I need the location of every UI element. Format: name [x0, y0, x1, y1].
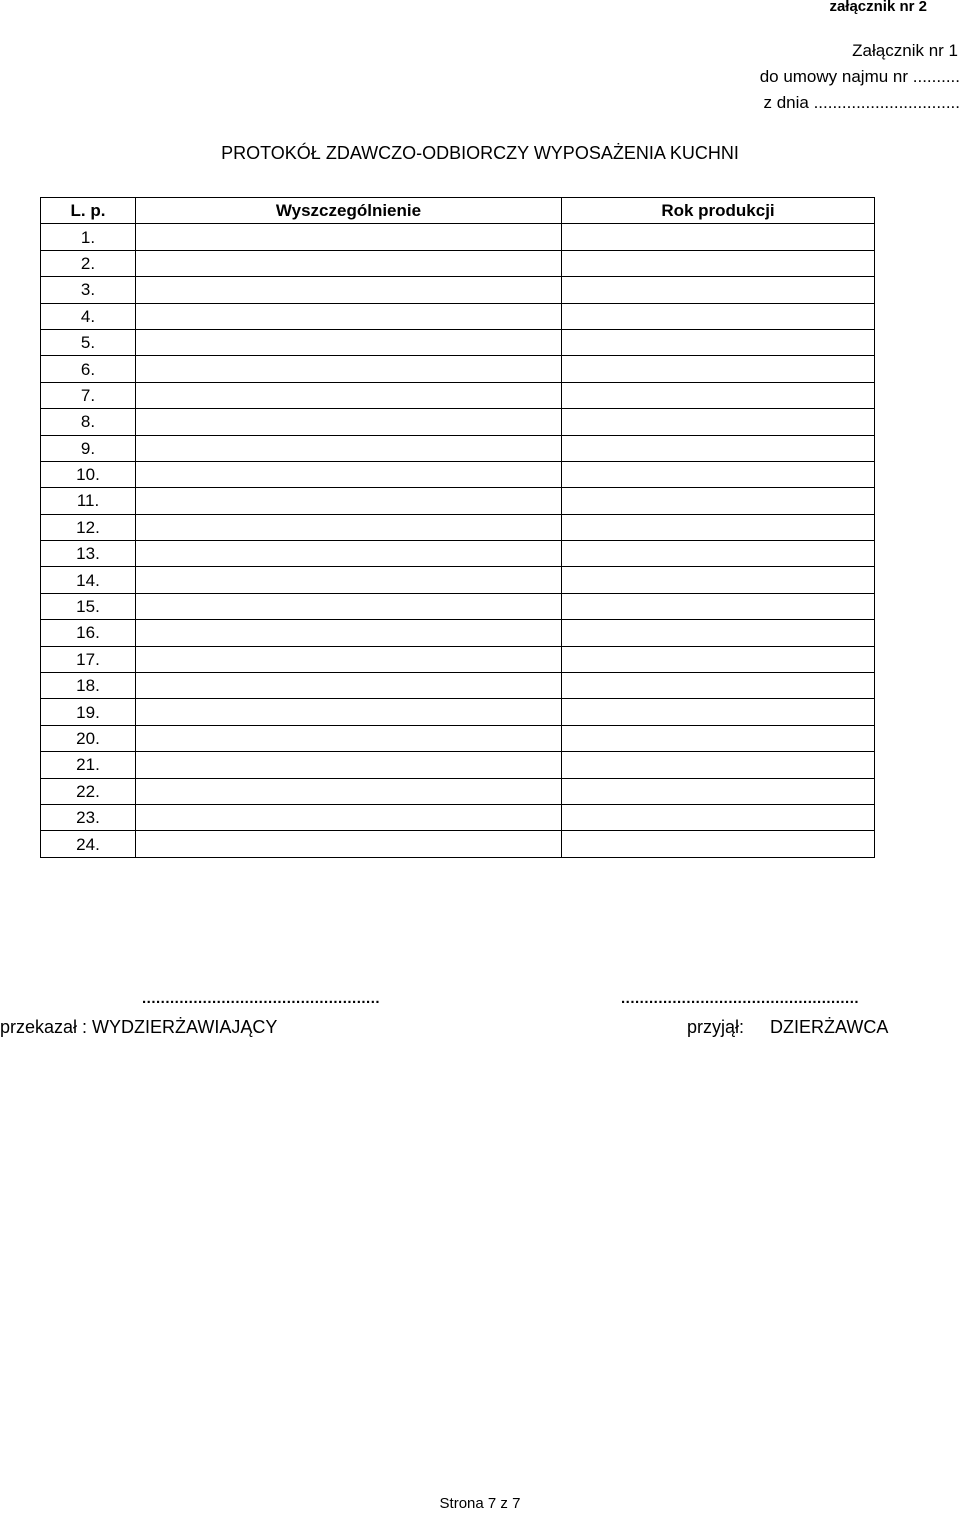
cell-lp: 16. [41, 620, 136, 646]
attachment-tag: załącznik nr 2 [829, 0, 927, 15]
cell-lp: 20. [41, 725, 136, 751]
cell-year[interactable] [562, 831, 875, 857]
table-row [41, 356, 875, 382]
cell-lp: 9. [41, 435, 136, 461]
cell-description[interactable] [136, 250, 562, 276]
table-row [41, 303, 875, 329]
table-row [41, 699, 875, 725]
table-row [41, 567, 875, 593]
equipment-table [40, 197, 875, 858]
receiver-label: przyjął: [687, 1017, 745, 1037]
table-row [41, 488, 875, 514]
cell-year[interactable] [562, 567, 875, 593]
cell-lp: 2. [41, 250, 136, 276]
cell-description[interactable] [136, 620, 562, 646]
table-row [41, 250, 875, 276]
receiver-label-group [687, 1017, 888, 1038]
cell-description[interactable] [136, 303, 562, 329]
table-row [41, 514, 875, 540]
table-row [41, 435, 875, 461]
column-header-year: Rok produkcji [562, 198, 875, 224]
cell-lp: 5. [41, 329, 136, 355]
table-row [41, 541, 875, 567]
table-row [41, 725, 875, 751]
table-row [41, 646, 875, 672]
reference-line-date: z dnia ............................... [763, 93, 960, 112]
table-row [41, 382, 875, 408]
table-header-row [41, 198, 875, 224]
cell-year[interactable] [562, 514, 875, 540]
cell-description[interactable] [136, 725, 562, 751]
cell-lp: 23. [41, 804, 136, 830]
table-body [41, 224, 875, 857]
cell-lp: 13. [41, 541, 136, 567]
document-title-text: PROTOKÓŁ ZDAWCZO-ODBIORCZY WYPOSAŻENIA KUCHNI [221, 143, 739, 163]
cell-description[interactable] [136, 435, 562, 461]
cell-year[interactable] [562, 409, 875, 435]
reference-line-attachment: Załącznik nr 1 [852, 41, 958, 60]
cell-description[interactable] [136, 277, 562, 303]
cell-lp: 3. [41, 277, 136, 303]
cell-description[interactable] [136, 488, 562, 514]
receiver-signature-line: ................................................... [621, 990, 860, 1007]
table-row [41, 673, 875, 699]
cell-lp: 11. [41, 488, 136, 514]
column-header-lp: L. p. [41, 198, 136, 224]
cell-lp: 22. [41, 778, 136, 804]
cell-year[interactable] [562, 752, 875, 778]
table-row [41, 461, 875, 487]
table-row [41, 593, 875, 619]
cell-year[interactable] [562, 435, 875, 461]
cell-lp: 21. [41, 752, 136, 778]
table-row [41, 620, 875, 646]
table-row [41, 752, 875, 778]
cell-year[interactable] [562, 329, 875, 355]
cell-lp: 18. [41, 673, 136, 699]
cell-lp: 8. [41, 409, 136, 435]
page-number: Strona 7 z 7 [439, 1495, 521, 1512]
table-row [41, 277, 875, 303]
cell-lp: 12. [41, 514, 136, 540]
cell-description[interactable] [136, 224, 562, 250]
handover-label: przekazał : WYDZIERŻAWIAJĄCY [0, 1017, 278, 1037]
column-header-description: Wyszczególnienie [136, 198, 562, 224]
cell-year[interactable] [562, 382, 875, 408]
cell-lp: 14. [41, 567, 136, 593]
table-row [41, 329, 875, 355]
cell-description[interactable] [136, 541, 562, 567]
cell-description[interactable] [136, 804, 562, 830]
attachment-reference [560, 38, 960, 116]
cell-year[interactable] [562, 250, 875, 276]
cell-lp: 1. [41, 224, 136, 250]
cell-description[interactable] [136, 752, 562, 778]
cell-lp: 24. [41, 831, 136, 857]
cell-description[interactable] [136, 461, 562, 487]
table-row [41, 409, 875, 435]
cell-description[interactable] [136, 514, 562, 540]
receiver-role: DZIERŻAWCA [770, 1017, 889, 1037]
table-row [41, 778, 875, 804]
cell-description[interactable] [136, 409, 562, 435]
reference-line-contract: do umowy najmu nr .......... [759, 67, 960, 86]
document-title [0, 143, 960, 164]
cell-lp: 4. [41, 303, 136, 329]
cell-year[interactable] [562, 303, 875, 329]
cell-lp: 6. [41, 356, 136, 382]
cell-description[interactable] [136, 778, 562, 804]
cell-year[interactable] [562, 461, 875, 487]
cell-year[interactable] [562, 277, 875, 303]
cell-year[interactable] [562, 224, 875, 250]
cell-description[interactable] [136, 831, 562, 857]
cell-year[interactable] [562, 673, 875, 699]
cell-year[interactable] [562, 778, 875, 804]
cell-year[interactable] [562, 725, 875, 751]
cell-year[interactable] [562, 488, 875, 514]
cell-year[interactable] [562, 593, 875, 619]
cell-description[interactable] [136, 593, 562, 619]
cell-year[interactable] [562, 699, 875, 725]
cell-description[interactable] [136, 329, 562, 355]
table-row [41, 804, 875, 830]
table-row [41, 831, 875, 857]
cell-year[interactable] [562, 356, 875, 382]
cell-year[interactable] [562, 620, 875, 646]
cell-description[interactable] [136, 567, 562, 593]
table-row [41, 224, 875, 250]
cell-year[interactable] [562, 646, 875, 672]
cell-lp: 10. [41, 461, 136, 487]
cell-year[interactable] [562, 541, 875, 567]
cell-lp: 7. [41, 382, 136, 408]
cell-lp: 15. [41, 593, 136, 619]
cell-description[interactable] [136, 699, 562, 725]
handover-signature-line: ................................................... [142, 990, 381, 1007]
cell-description[interactable] [136, 646, 562, 672]
cell-lp: 19. [41, 699, 136, 725]
cell-description[interactable] [136, 382, 562, 408]
cell-description[interactable] [136, 673, 562, 699]
cell-description[interactable] [136, 356, 562, 382]
cell-year[interactable] [562, 804, 875, 830]
cell-lp: 17. [41, 646, 136, 672]
